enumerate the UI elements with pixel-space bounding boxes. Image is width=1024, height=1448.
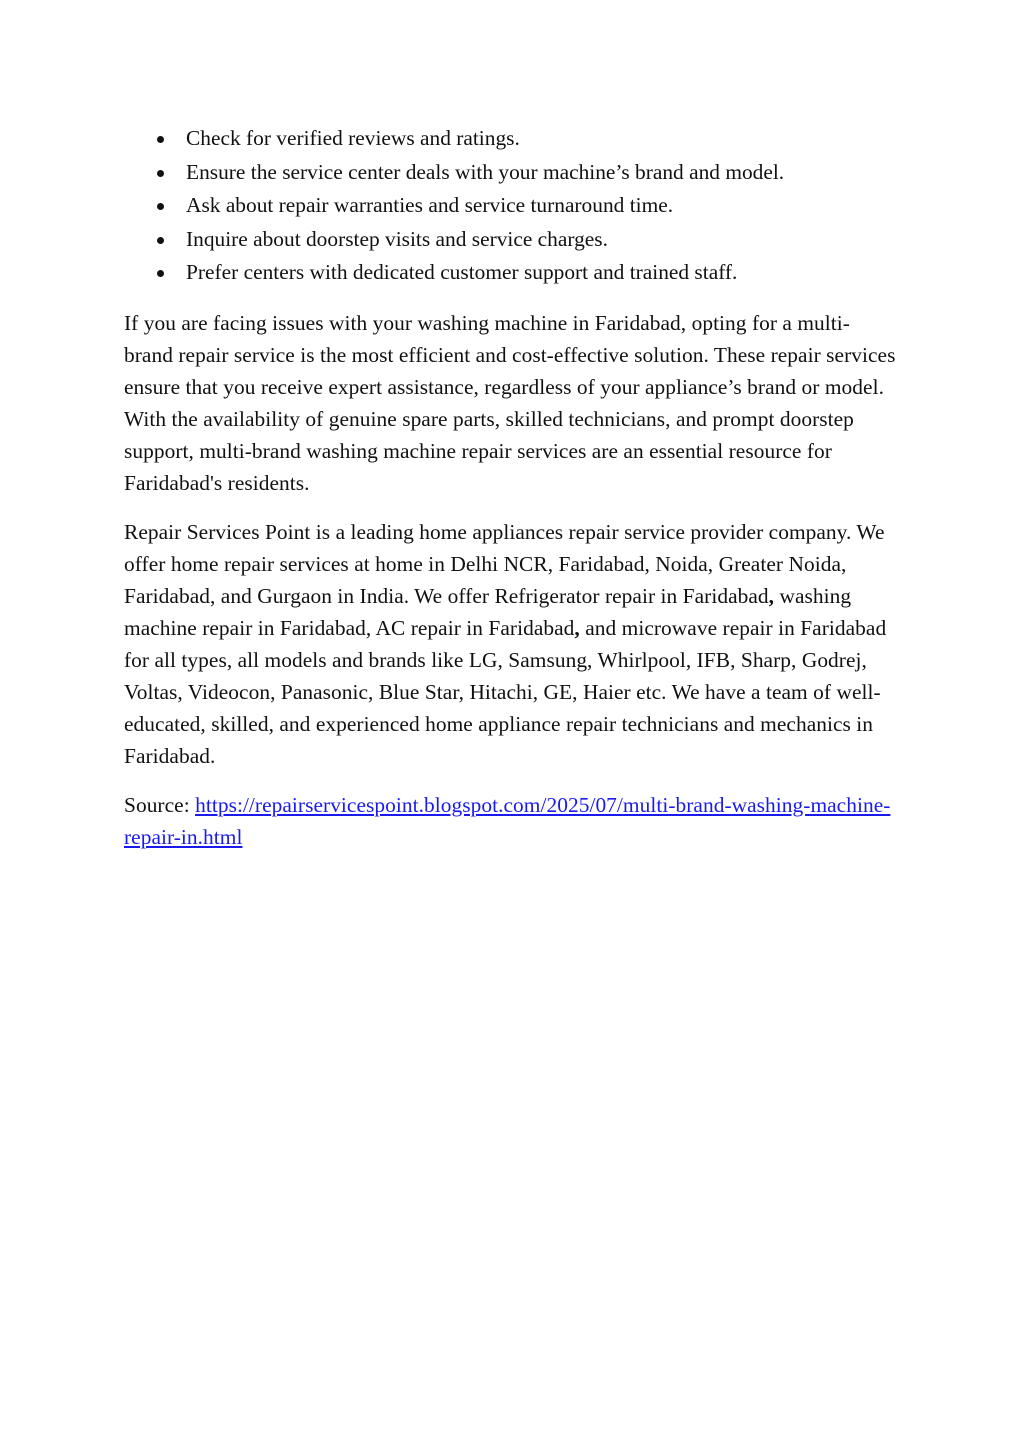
bold-comma: ,	[574, 615, 580, 640]
list-item	[124, 256, 896, 290]
tips-bullet-list	[124, 122, 896, 290]
source-link[interactable]: https://repairservicespoint.blogspot.com/2025/07/multi-brand-washing-machine-repair-in.html	[124, 792, 891, 849]
list-item-text: Check for verified reviews and ratings.	[186, 126, 520, 150]
list-item-text: Ensure the service center deals with your machine’s brand and model.	[186, 159, 785, 184]
source-label: Source:	[124, 792, 196, 817]
bullet-icon	[157, 203, 164, 210]
bullet-icon	[157, 170, 164, 177]
bullet-icon	[157, 270, 164, 277]
list-item	[124, 156, 896, 190]
list-item-text: Prefer centers with dedicated customer support and trained staff.	[186, 260, 738, 284]
company-text-part-3: and microwave repair in Faridabad for all types, all models and brands like LG, Samsung, Whirlpool, IFB, Sharp, Godrej, Voltas, Videocon, Panasonic, Blue Star, Hitachi, GE, Haier etc. We have a team of well-educated, skilled, and experienced home appliance repair technicians and mechanics in Faridabad.	[124, 615, 887, 768]
bullet-icon	[157, 136, 164, 143]
company-paragraph	[124, 516, 896, 772]
list-item-text: Inquire about doorstep visits and service charges.	[186, 226, 608, 251]
list-item	[124, 122, 896, 156]
bold-comma: ,	[768, 583, 775, 608]
list-item	[124, 223, 896, 257]
conclusion-paragraph: If you are facing issues with your washing machine in Faridabad, opting for a multi-brand repair service is the most efficient and cost-effective solution. These repair services ensure that you receive expert assistance, regardless of your appliance’s brand or model. With the availability of genuine spare parts, skilled technicians, and prompt doorstep support, multi-brand washing machine repair services are an essential resource for Faridabad's residents.	[124, 310, 896, 495]
list-item-text: Ask about repair warranties and service turnaround time.	[186, 193, 674, 217]
source-paragraph	[124, 789, 896, 853]
document-body	[124, 122, 896, 870]
list-item	[124, 189, 896, 223]
company-text-part-2: washing machine repair in Faridabad, AC repair in Faridabad	[124, 583, 852, 640]
bullet-icon	[157, 237, 164, 244]
company-text-part-1: Repair Services Point is a leading home appliances repair service provider company. We offer home repair services at home in Delhi NCR, Faridabad, Noida, Greater Noida, Faridabad, and Gurgaon in India. We offer Refrigerator repair in Faridabad	[124, 519, 885, 608]
